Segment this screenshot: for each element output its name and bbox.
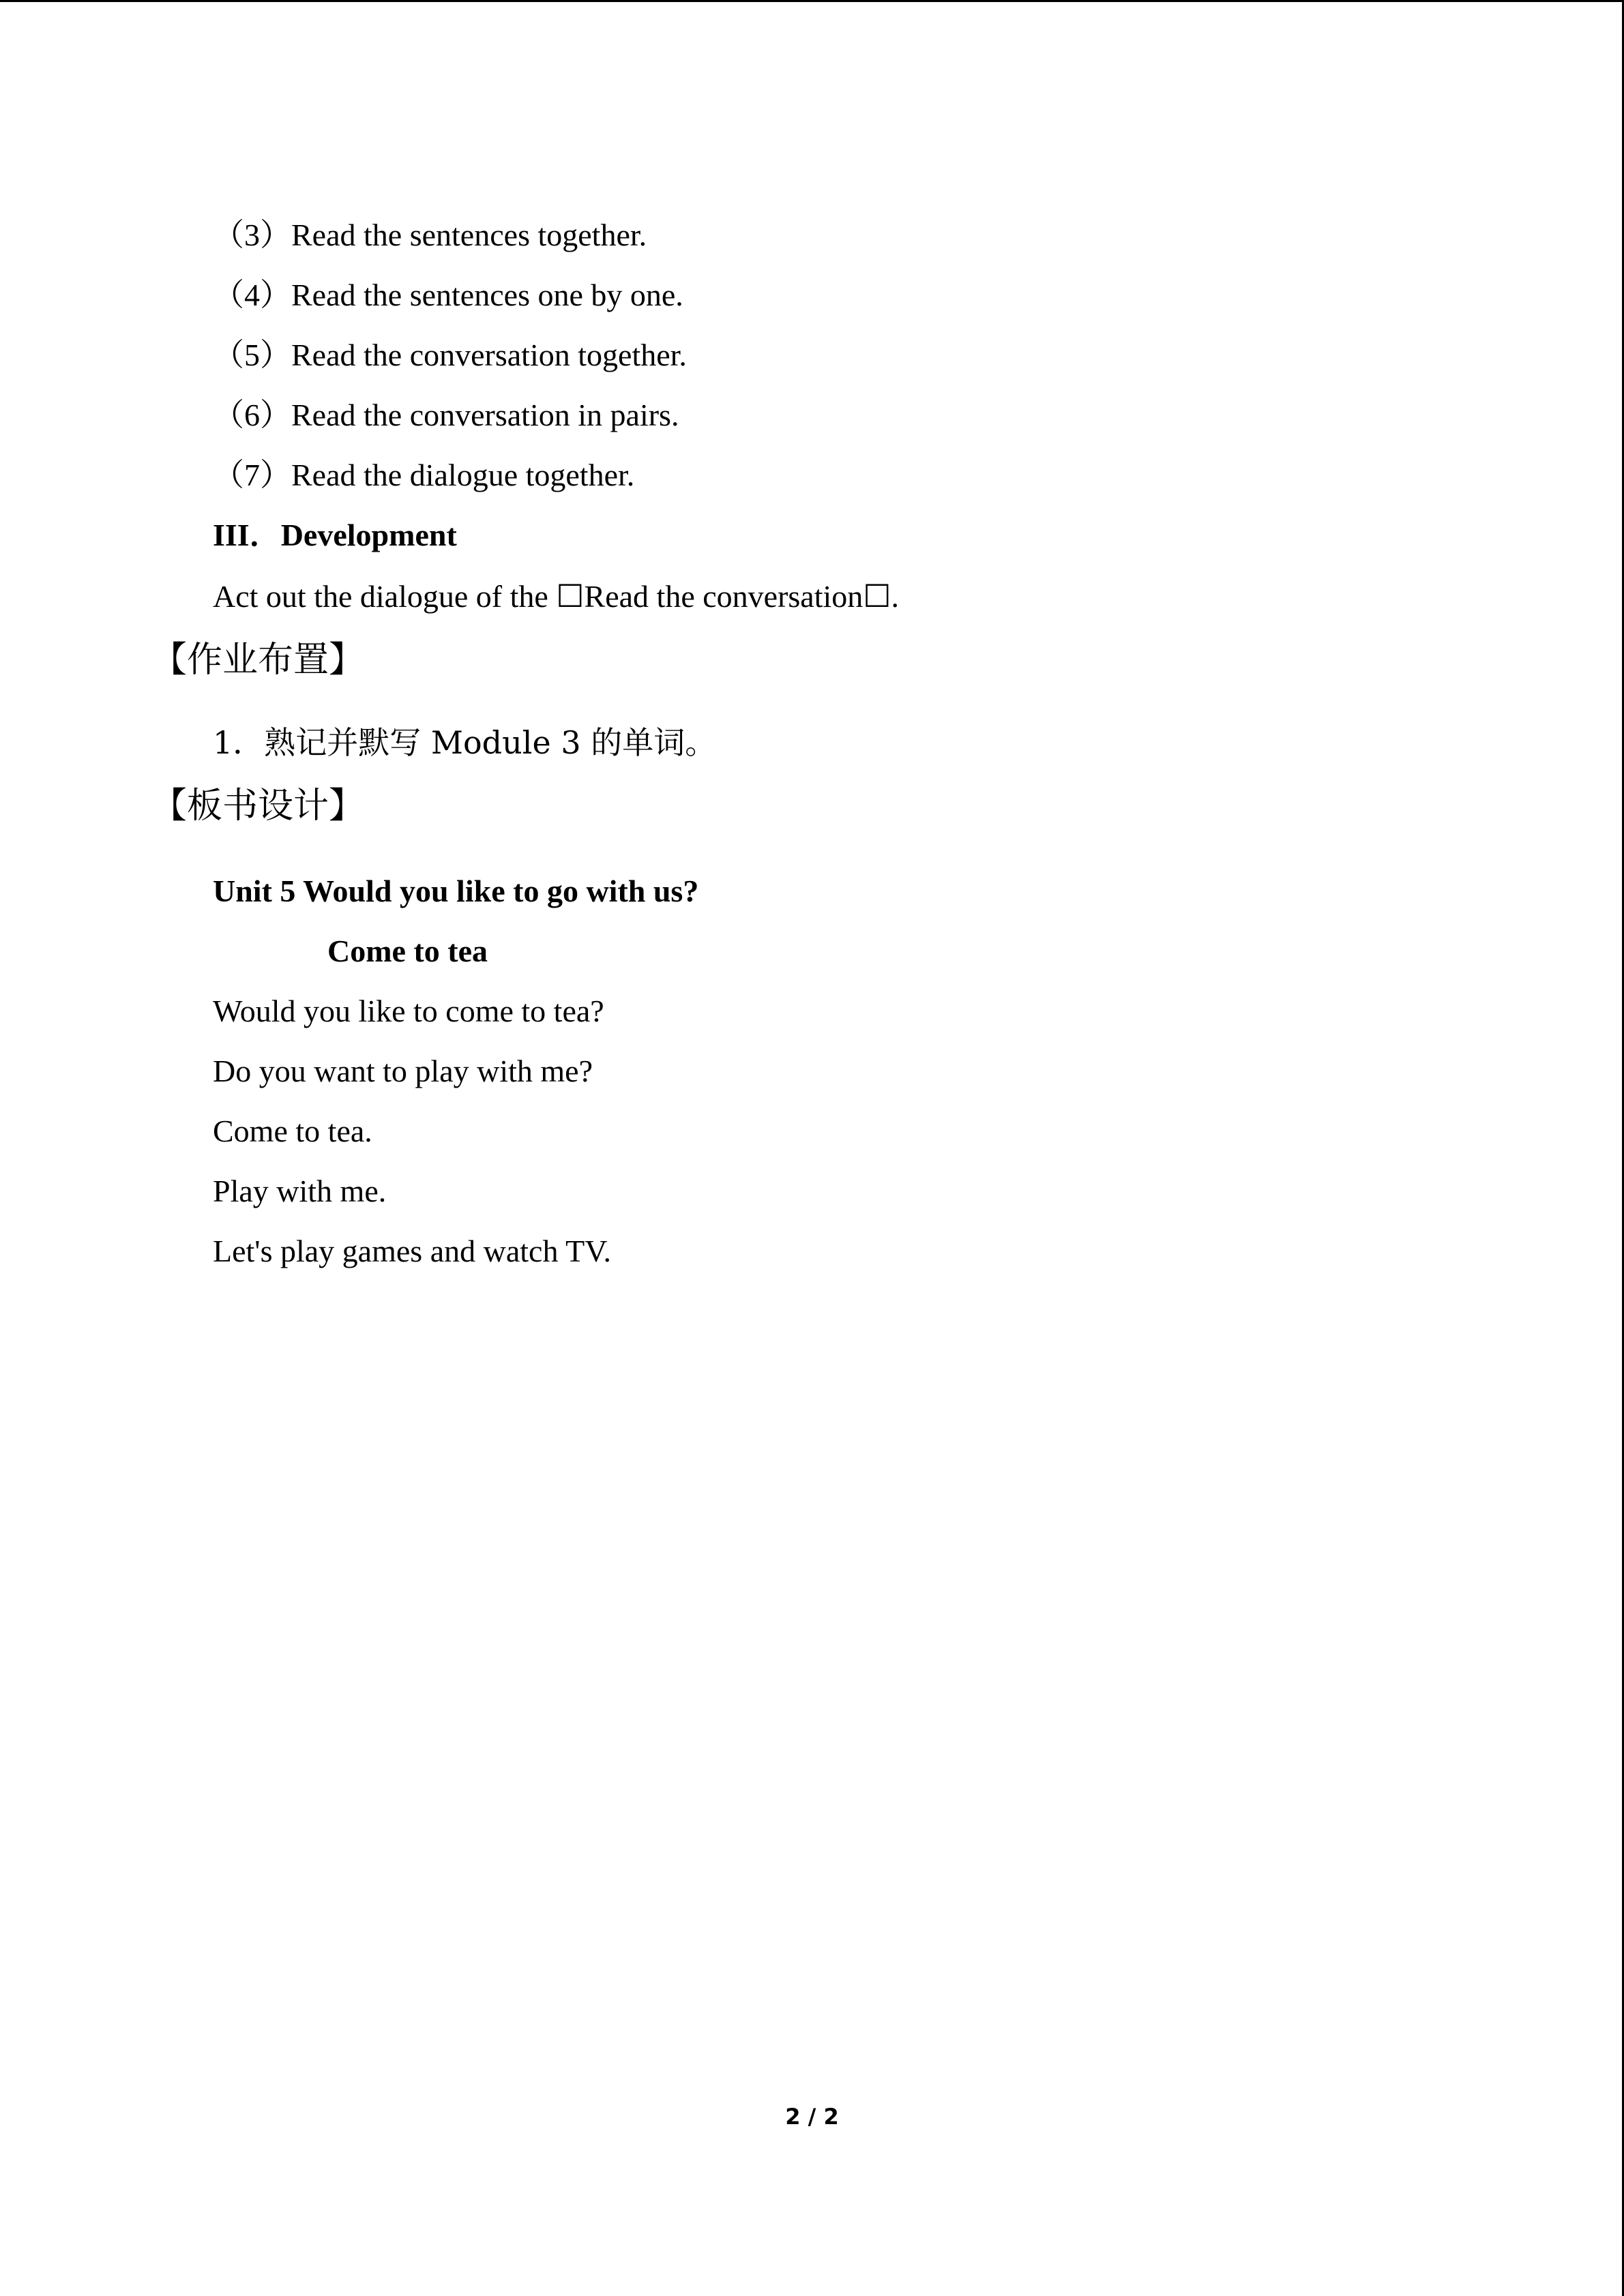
board-line-5: Let's play games and watch TV. <box>213 1234 612 1268</box>
page-number: 2 / 2 <box>785 2104 839 2130</box>
board-design-heading: 【板书设计】 <box>151 786 365 826</box>
step-3: （3）Read the sentences together. <box>213 218 647 252</box>
page-border-top <box>0 0 1624 2</box>
step-7: （7）Read the dialogue together. <box>213 458 635 492</box>
step-4: （4）Read the sentences one by one. <box>213 278 683 312</box>
homework-item-1: 1．熟记并默写 Module 3 的单词。 <box>213 724 717 761</box>
unit-title: Unit 5 Would you like to go with us? <box>213 874 699 908</box>
board-line-1: Would you like to come to tea? <box>213 994 604 1028</box>
board-line-2: Do you want to play with me? <box>213 1054 593 1088</box>
board-line-3: Come to tea. <box>213 1114 372 1148</box>
homework-heading: 【作业布置】 <box>151 640 365 681</box>
development-text: Act out the dialogue of the ☐Read the conversation☐. <box>213 579 900 614</box>
step-6: （6）Read the conversation in pairs. <box>213 398 679 432</box>
board-subtitle: Come to tea <box>327 934 488 968</box>
board-line-4: Play with me. <box>213 1174 387 1208</box>
development-title: III．Development <box>213 518 457 552</box>
step-5: （5）Read the conversation together. <box>213 338 687 372</box>
